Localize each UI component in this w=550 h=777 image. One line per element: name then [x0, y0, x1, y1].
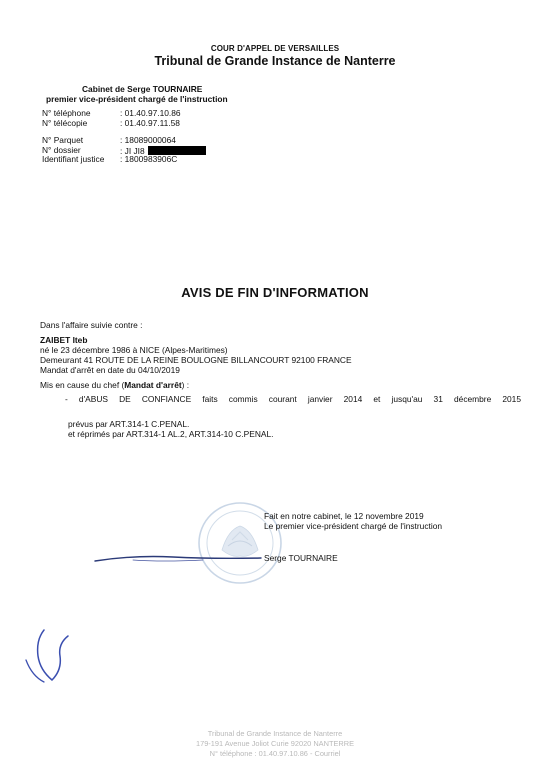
dossier-value: : JI JI8 [120, 145, 145, 156]
phone-value: : 01.40.97.10.86 [120, 108, 181, 118]
signature-role: Le premier vice-président chargé de l'instruction [264, 521, 443, 531]
handwritten-initials [18, 626, 78, 688]
signature-place-date: Fait en notre cabinet, le 12 novembre 2019 [264, 511, 424, 521]
signatory-name: Serge TOURNAIRE [264, 553, 338, 563]
person-name: ZAIBET Iteb [40, 335, 88, 345]
case-reference-block [42, 136, 206, 165]
intro-text: Dans l'affaire suivie contre : [40, 320, 143, 330]
cause-suffix: ) : [181, 380, 190, 390]
signature-stroke [93, 552, 263, 566]
charge-text: - d'ABUS DE CONFIANCE faits commis courant janvier 2014 et jusqu'au 31 décembre 2015 [65, 394, 521, 404]
footer-phone: N° téléphone : 01.40.97.10.86 - Courriel [209, 749, 341, 758]
warrant-date: Mandat d'arrêt en date du 04/10/2019 [40, 365, 180, 375]
tribunal-heading: Tribunal de Grande Instance de Nanterre [154, 54, 396, 68]
punished-by: et réprimés par ART.314-1 AL.2, ART.314-10 C.PENAL. [68, 429, 274, 439]
cabinet-name: Cabinet de Serge TOURNAIRE [82, 84, 203, 94]
phone-label: N° téléphone [42, 108, 91, 118]
footer-tribunal: Tribunal de Grande Instance de Nanterre [207, 729, 343, 738]
justice-id-row [42, 155, 206, 165]
dossier-label: N° dossier [42, 144, 81, 155]
document-title: AVIS DE FIN D'INFORMATION [181, 285, 369, 300]
parquet-value: : 18089000064 [120, 135, 176, 145]
justice-id-value: : 1800983906C [120, 154, 178, 165]
justice-id-label: Identifiant justice [42, 154, 105, 165]
birth-info: né le 23 décembre 1986 à NICE (Alpes-Maritimes) [40, 345, 228, 355]
parquet-label: N° Parquet [42, 135, 84, 145]
footer-address: 179-191 Avenue Joliot Curie 92020 NANTERRE [195, 739, 355, 748]
cabinet-role: premier vice-président chargé de l'instruction [46, 94, 228, 104]
court-of-appeal-heading: COUR D'APPEL DE VERSAILLES [210, 44, 340, 53]
provided-by: prévus par ART.314-1 C.PENAL. [68, 419, 190, 429]
address-info: Demeurant 41 ROUTE DE LA REINE BOULOGNE BILLANCOURT 92100 FRANCE [40, 355, 352, 365]
cause-line [40, 381, 189, 391]
fax-value: : 01.40.97.11.58 [120, 117, 180, 128]
fax-label: N° télécopie [42, 117, 88, 128]
fax-row [42, 119, 181, 129]
contact-block [42, 109, 181, 128]
cause-prefix: Mis en cause du chef ( [40, 380, 125, 390]
cause-bold: Mandat d'arrêt [124, 380, 182, 390]
